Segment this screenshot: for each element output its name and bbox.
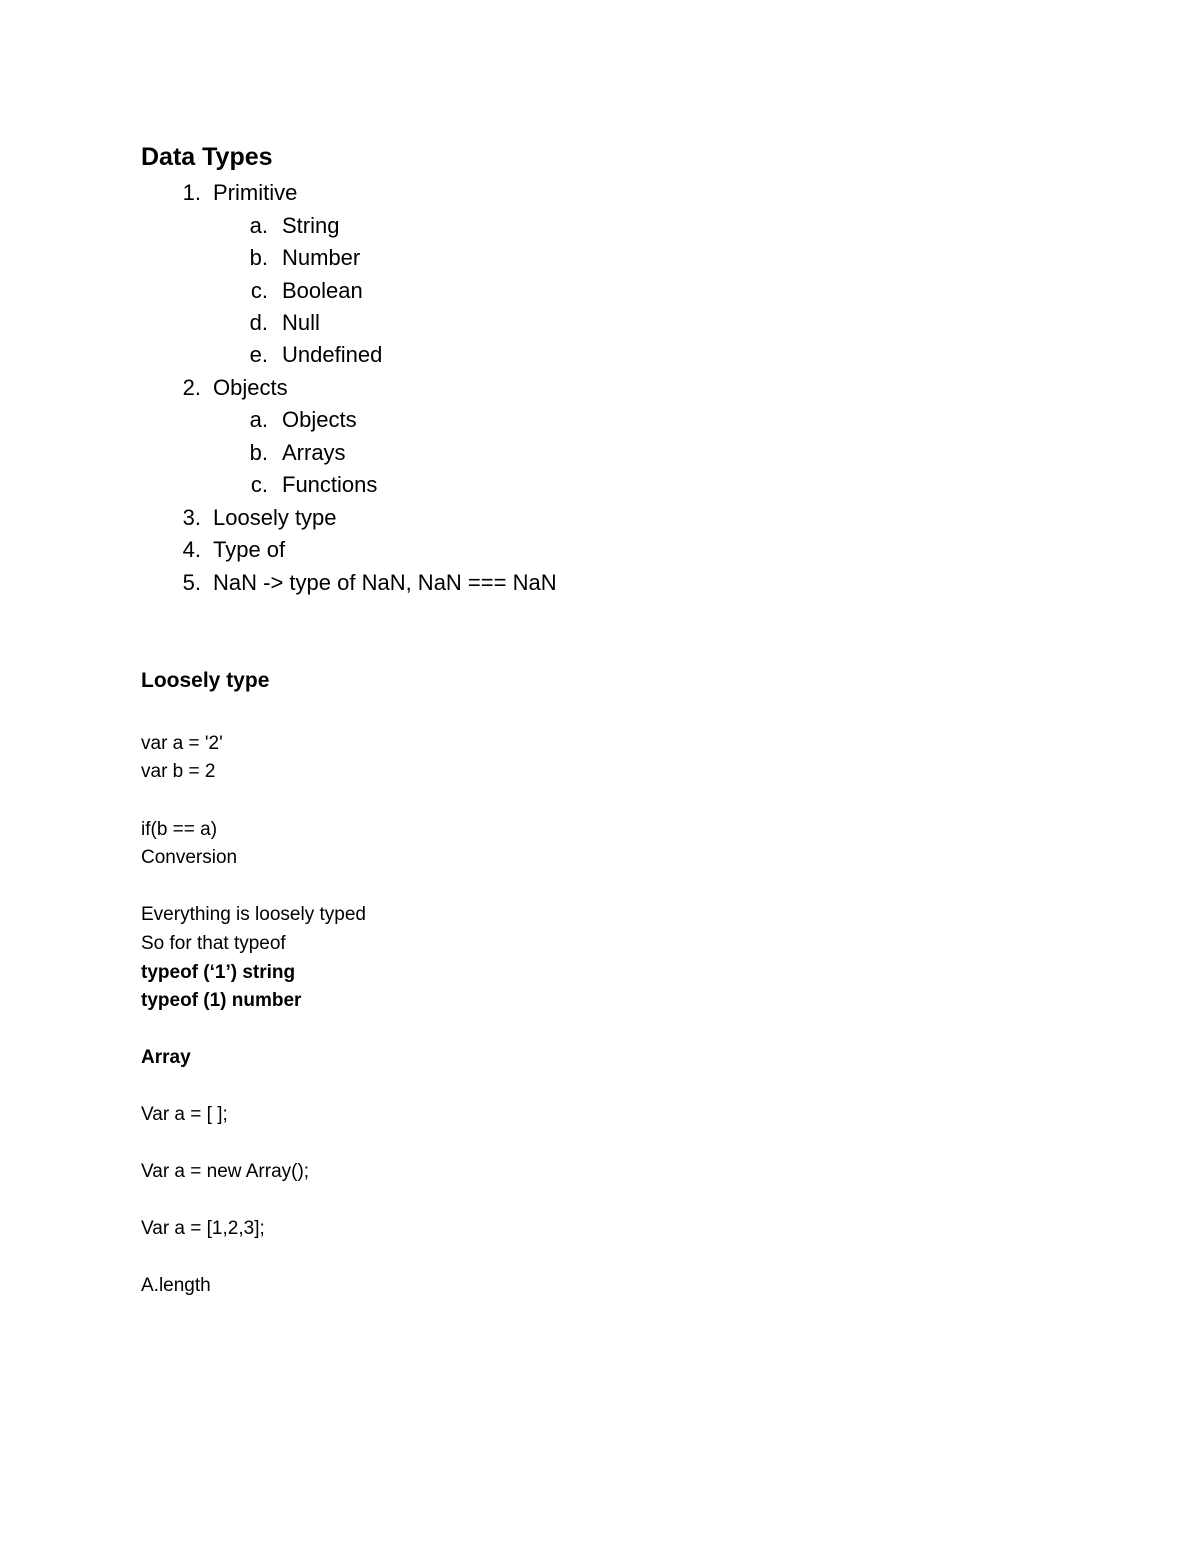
sub-item-label: Arrays — [282, 440, 346, 465]
section-heading-loosely-type: Loosely type — [141, 669, 270, 692]
sub-item-label: Number — [282, 245, 361, 270]
bold-code-line: typeof (1) number — [141, 990, 302, 1011]
sub-item-label: Null — [282, 310, 320, 335]
list-marker: d. — [249, 310, 268, 335]
code-line: A.length — [141, 1275, 211, 1296]
list-marker: a. — [249, 213, 268, 238]
text-line: Everything is loosely typed — [141, 904, 366, 925]
list-item-label: Primitive — [213, 180, 298, 205]
sub-item-boolean — [250, 277, 363, 305]
list-marker: 4. — [182, 537, 201, 562]
code-line: var a = '2' — [141, 733, 223, 754]
list-item-label: NaN -> type of NaN, NaN === NaN — [213, 570, 557, 595]
code-line: Var a = [1,2,3]; — [141, 1218, 265, 1239]
code-line: if(b == a) — [141, 819, 218, 840]
sub-item-functions — [250, 471, 378, 499]
sub-item-string — [249, 212, 340, 240]
code-line: var b = 2 — [141, 761, 216, 782]
sub-item-label: Objects — [282, 407, 357, 432]
sub-item-objects — [249, 406, 357, 434]
list-item-label: Type of — [213, 537, 286, 562]
list-marker: c. — [250, 472, 268, 497]
list-item-primitive — [182, 179, 298, 207]
page-title: Data Types — [141, 143, 273, 171]
list-marker: b. — [249, 245, 268, 270]
sub-item-undefined — [249, 341, 383, 369]
list-item-label: Loosely type — [213, 505, 337, 530]
code-line: Var a = [ ]; — [141, 1104, 228, 1125]
list-item-nan — [182, 569, 557, 597]
sub-item-arrays — [249, 439, 346, 467]
section-heading-array: Array — [141, 1047, 191, 1068]
text-line: So for that typeof — [141, 933, 286, 954]
list-item-objects — [182, 374, 288, 402]
sub-item-null — [249, 309, 320, 337]
text-line: Conversion — [141, 847, 238, 868]
sub-item-label: Functions — [282, 472, 378, 497]
bold-code-line: typeof (‘1’) string — [141, 962, 296, 983]
sub-item-label: String — [282, 213, 340, 238]
sub-item-number — [249, 244, 361, 272]
list-marker: 3. — [182, 505, 201, 530]
list-item-type-of — [182, 536, 286, 564]
list-marker: c. — [250, 278, 268, 303]
sub-item-label: Boolean — [282, 278, 363, 303]
list-item-label: Objects — [213, 375, 288, 400]
list-marker: 2. — [182, 375, 201, 400]
list-marker: b. — [249, 440, 268, 465]
list-item-loosely-type — [182, 504, 337, 532]
code-line: Var a = new Array(); — [141, 1161, 310, 1182]
list-marker: e. — [249, 342, 268, 367]
sub-item-label: Undefined — [282, 342, 383, 367]
list-marker: 5. — [182, 570, 201, 595]
list-marker: a. — [249, 407, 268, 432]
list-marker: 1. — [182, 180, 201, 205]
